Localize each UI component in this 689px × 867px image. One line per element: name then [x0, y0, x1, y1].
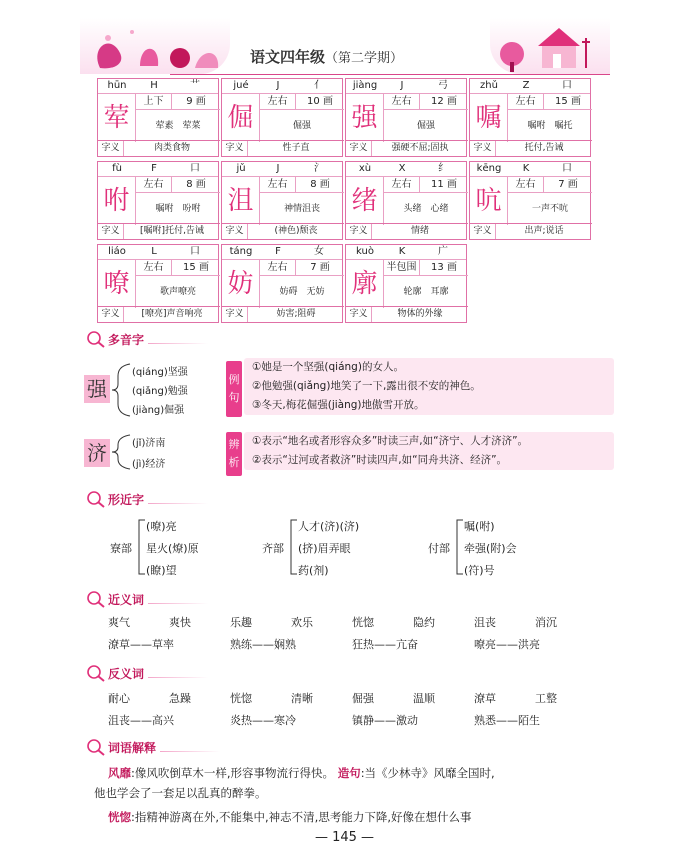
- section-similar-header: [86, 490, 208, 508]
- meaning-row: [470, 223, 592, 239]
- structure: 半包围: [384, 260, 420, 275]
- index-letter: X: [398, 163, 406, 174]
- index-letter: J: [276, 163, 280, 174]
- meaning: [嘱咐]托付,告诫: [140, 226, 204, 236]
- card-body: [470, 94, 592, 142]
- similar-word: (挤)眉弄眼: [298, 542, 351, 555]
- stroke-count: 15 画: [183, 262, 209, 273]
- example-sentences: [244, 358, 614, 415]
- section-title: 词语解释: [108, 740, 157, 755]
- structure-row: [384, 177, 468, 193]
- structure-row: [136, 94, 220, 110]
- character: 妨: [222, 260, 260, 308]
- word-examples: 荤素 荤菜: [155, 121, 201, 131]
- similar-group-head: 齐部: [262, 542, 284, 555]
- word: 工整: [535, 692, 557, 705]
- stroke-count: 7 画: [310, 262, 330, 273]
- similar-word: 星火(燎)原: [146, 542, 199, 555]
- character: 强: [346, 94, 384, 142]
- polyphone-char-box: 强: [84, 375, 110, 403]
- word-examples: 嘱咐 吩咐: [155, 204, 201, 214]
- pinyin: jǔ: [236, 163, 246, 174]
- section-polyphone-header: [86, 330, 208, 348]
- word: 清晰: [291, 692, 313, 705]
- antonym-pair-row: [108, 712, 596, 728]
- meaning: 强硬不屈;固执: [391, 143, 449, 153]
- meaning-label: 字义: [470, 141, 496, 156]
- bracket-icon: [454, 518, 464, 576]
- pinyin: táng: [229, 246, 253, 257]
- word: 乐趣: [230, 616, 252, 629]
- character: 嘹: [98, 260, 136, 308]
- char-card: [97, 161, 219, 240]
- tag-char: 句: [228, 391, 240, 404]
- character: 绪: [346, 177, 384, 225]
- header-divider: [170, 74, 610, 75]
- structure: 左右: [260, 94, 296, 109]
- meaning-label: 字义: [470, 224, 496, 239]
- char-card: [221, 244, 343, 323]
- keyword: 恍惚: [108, 810, 131, 824]
- tag-char: 析: [228, 456, 240, 469]
- index-letter: K: [522, 163, 530, 174]
- radical: 亻: [314, 80, 324, 91]
- word: 镇静——激动: [352, 714, 418, 727]
- radical: 口: [190, 246, 200, 257]
- card-header: [222, 162, 342, 177]
- card-header: [98, 162, 218, 177]
- meaning: 出声;说话: [524, 226, 564, 236]
- character: 荤: [98, 94, 136, 142]
- similar-word: (符)号: [464, 564, 495, 577]
- char-card: [97, 78, 219, 157]
- card-header: [222, 79, 342, 94]
- word-examples: 歌声嘹亮: [159, 287, 196, 297]
- word-examples: 一声不吭: [531, 204, 568, 214]
- char-card: [345, 161, 467, 240]
- structure: 左右: [260, 177, 296, 192]
- meaning-label: 字义: [222, 141, 248, 156]
- word: 嘹亮——洪亮: [474, 638, 540, 651]
- structure: 左右: [260, 260, 296, 275]
- stroke-count: 15 画: [555, 96, 581, 107]
- word: 耐心: [108, 692, 130, 705]
- char-card: [469, 161, 591, 240]
- section-title: 形近字: [108, 492, 145, 507]
- character: 嘱: [470, 94, 508, 142]
- radical: 女: [314, 246, 324, 257]
- card-body: [346, 260, 468, 308]
- magnifier-icon: [86, 664, 106, 682]
- header-decoration-right: [490, 18, 610, 74]
- word: 倔强: [352, 692, 374, 705]
- meaning-label: 字义: [222, 224, 248, 239]
- structure-row: [508, 94, 592, 110]
- word-examples: 神情沮丧: [283, 204, 320, 214]
- page-number: — 145 —: [314, 830, 375, 845]
- character: 沮: [222, 177, 260, 225]
- similar-word: 药(剂): [298, 564, 329, 577]
- radical: 弓: [438, 80, 448, 91]
- definition: :指精神游离在外,不能集中,神志不清,思考能力下降,好像在想什么事: [131, 810, 472, 824]
- section-underline: [148, 603, 208, 604]
- card-body: [222, 94, 344, 142]
- structure: 左右: [384, 177, 420, 192]
- word: 隐约: [413, 616, 435, 629]
- magnifier-icon: [86, 330, 106, 348]
- word: 狂热——亢奋: [352, 638, 418, 651]
- char-card: [345, 244, 467, 323]
- meaning-label: 字义: [98, 307, 124, 322]
- structure: 上下: [136, 94, 172, 109]
- explanation-item: [108, 808, 608, 827]
- radical: 口: [190, 163, 200, 174]
- meaning-row: [222, 223, 344, 239]
- meaning: 物体的外缘: [397, 309, 443, 319]
- meaning-label: 字义: [98, 224, 124, 239]
- word-examples: 倔强: [416, 121, 435, 131]
- section-antonyms-header: [86, 664, 208, 682]
- section-title: 反义词: [108, 666, 145, 681]
- structure-row: [260, 177, 344, 193]
- meaning: 性子直: [282, 143, 310, 153]
- meaning: 肉类食物: [153, 143, 190, 153]
- index-letter: Z: [522, 80, 530, 91]
- polyphone-option: (qiǎng)勉强: [132, 386, 188, 397]
- word: 温顺: [413, 692, 435, 705]
- card-body: [346, 177, 468, 225]
- stroke-count: 10 画: [307, 96, 333, 107]
- example-tag: [226, 361, 242, 417]
- meaning-row: [222, 140, 344, 156]
- character: 吭: [470, 177, 508, 225]
- house-decoration-icon: [490, 18, 610, 74]
- word-examples: 嘱咐 嘱托: [527, 121, 573, 131]
- meaning-row: [98, 140, 220, 156]
- radical: 艹: [190, 80, 200, 91]
- page-header: [80, 18, 610, 76]
- radical: 口: [562, 80, 572, 91]
- word: 爽气: [108, 616, 130, 629]
- pinyin: hūn: [107, 80, 127, 91]
- structure-row: [260, 94, 344, 110]
- meaning-row: [346, 306, 468, 322]
- index-letter: H: [150, 80, 158, 91]
- similar-word: 嘱(咐): [464, 520, 495, 533]
- stroke-count: 8 画: [186, 179, 206, 190]
- radical: 广: [438, 246, 448, 257]
- magnifier-icon: [86, 738, 106, 756]
- card-body: [98, 260, 220, 308]
- example-sentence: ③冬天,梅花倔强(jiàng)地傲雪开放。: [252, 399, 425, 411]
- polyphone-option: (qiáng)坚强: [132, 367, 188, 378]
- brace-icon: [110, 433, 132, 471]
- pinyin: liáo: [108, 246, 126, 257]
- header-decoration-left: [80, 18, 230, 74]
- word: 恍惚: [352, 616, 374, 629]
- analysis-sentence: ①表示“地名或者形容众多”时读三声,如“济宁、人才济济”。: [252, 435, 529, 447]
- example-sentence: ②他勉强(qiǎng)地笑了一下,露出很不安的神色。: [252, 380, 481, 392]
- card-header: [346, 162, 466, 177]
- structure: 左右: [508, 94, 544, 109]
- meaning-row: [98, 306, 220, 322]
- pinyin: fù: [112, 163, 122, 174]
- explanation-continued: 他也学会了一套足以乱真的醉拳。: [94, 786, 267, 800]
- similar-group-head: 寮部: [110, 542, 132, 555]
- pinyin: jué: [233, 80, 249, 91]
- index-letter: J: [400, 80, 404, 91]
- section-explain-header: [86, 738, 220, 756]
- pinyin: xù: [358, 163, 372, 174]
- radical: 口: [562, 163, 572, 174]
- word: 欢乐: [291, 616, 313, 629]
- word: 沮丧——高兴: [108, 714, 174, 727]
- structure-row: [384, 94, 468, 110]
- polyphone-option: (jiàng)倔强: [132, 405, 185, 416]
- pinyin: kēng: [476, 163, 502, 174]
- section-underline: [148, 503, 208, 504]
- card-header: [346, 245, 466, 260]
- meaning-row: [222, 306, 344, 322]
- stroke-count: 13 画: [431, 262, 457, 273]
- sentence-label: 造句: [337, 766, 361, 780]
- char-card: [345, 78, 467, 157]
- card-header: [470, 162, 590, 177]
- char-card: [469, 78, 591, 157]
- bracket-icon: [288, 518, 298, 576]
- synonym-row: [108, 614, 596, 630]
- explanation-item: [108, 764, 608, 783]
- index-letter: K: [398, 246, 406, 257]
- word: 熟悉——陌生: [474, 714, 540, 727]
- pinyin: jiàng: [352, 80, 378, 91]
- section-underline: [148, 343, 208, 344]
- meaning-label: 字义: [98, 141, 124, 156]
- word: 急躁: [169, 692, 191, 705]
- similar-word: 牵强(附)会: [464, 542, 517, 555]
- stroke-count: 11 画: [431, 179, 457, 190]
- card-body: [98, 94, 220, 142]
- meaning: 托付,告诫: [524, 143, 564, 153]
- section-synonyms-header: [86, 590, 208, 608]
- character: 咐: [98, 177, 136, 225]
- index-letter: F: [275, 246, 281, 257]
- book-subtitle: （第二学期）: [325, 51, 404, 66]
- character: 倔: [222, 94, 260, 142]
- word: 熟练——娴熟: [230, 638, 296, 651]
- meaning-row: [346, 140, 468, 156]
- section-title: 多音字: [108, 332, 145, 347]
- structure-row: [136, 177, 220, 193]
- card-body: [346, 94, 468, 142]
- card-row: [97, 161, 593, 240]
- similar-word: 人才(济)(济): [298, 520, 360, 533]
- card-body: [222, 177, 344, 225]
- word-examples: 轮廓 耳廓: [403, 287, 449, 297]
- card-header: [222, 245, 342, 260]
- tag-char: 例: [228, 373, 240, 386]
- structure: 左右: [508, 177, 544, 192]
- word: 炎热——寒冷: [230, 714, 296, 727]
- card-header: [98, 79, 218, 94]
- polyphone-char-box: 济: [84, 439, 110, 467]
- stroke-count: 12 画: [431, 96, 457, 107]
- structure-row: [508, 177, 592, 193]
- tag-char: 辨: [228, 438, 240, 451]
- char-card: [97, 244, 219, 323]
- char-card: [221, 161, 343, 240]
- similar-group-head: 付部: [428, 542, 450, 555]
- structure: 左右: [136, 260, 172, 275]
- meaning-row: [98, 223, 220, 239]
- word-examples: 妨碍 无妨: [279, 287, 325, 297]
- magnifier-icon: [86, 590, 106, 608]
- meaning: 情绪: [410, 226, 429, 236]
- word: 爽快: [169, 616, 191, 629]
- analysis-tag: [226, 432, 242, 476]
- meaning-row: [346, 223, 468, 239]
- similar-word: (嘹)亮: [146, 520, 177, 533]
- antonym-row: [108, 690, 596, 706]
- card-header: [346, 79, 466, 94]
- word: 恍惚: [230, 692, 252, 705]
- word: 消沉: [535, 616, 557, 629]
- structure-row: [384, 260, 468, 276]
- structure-row: [136, 260, 220, 276]
- magnifier-icon: [86, 490, 106, 508]
- word: 潦草——草率: [108, 638, 174, 651]
- word: 沮丧: [474, 616, 496, 629]
- structure: 左右: [136, 177, 172, 192]
- meaning-label: 字义: [346, 307, 372, 322]
- word: 潦草: [474, 692, 496, 705]
- keyword: 风靡: [108, 766, 131, 780]
- card-body: [222, 260, 344, 308]
- meaning: (神色)颓丧: [274, 226, 318, 236]
- stroke-count: 7 画: [558, 179, 578, 190]
- section-title: 近义词: [108, 592, 145, 607]
- synonym-pair-row: [108, 636, 596, 652]
- analysis-sentence: ②表示“过河或者救济”时读四声,如“同舟共济、经济”。: [252, 454, 508, 466]
- card-body: [470, 177, 592, 225]
- card-row: [97, 78, 593, 157]
- card-body: [98, 177, 220, 225]
- pinyin: zhǔ: [480, 80, 498, 91]
- word-examples: 倔强: [292, 121, 311, 131]
- pinyin: kuò: [356, 246, 374, 257]
- stroke-count: 8 画: [310, 179, 330, 190]
- book-title: 语文四年级: [250, 48, 326, 66]
- section-underline: [148, 677, 208, 678]
- character-card-grid: [97, 78, 593, 327]
- definition: :像风吹倒草木一样,形容事物流行得快。: [131, 766, 335, 780]
- structure: 左右: [384, 94, 420, 109]
- char-card: [221, 78, 343, 157]
- meaning-label: 字义: [346, 141, 372, 156]
- brace-icon: [110, 362, 132, 418]
- meaning-row: [470, 140, 592, 156]
- polyphone-option: (jì)经济: [132, 459, 166, 470]
- character: 廓: [346, 260, 384, 308]
- radical: 氵: [314, 163, 324, 174]
- section-underline: [160, 751, 220, 752]
- index-letter: L: [151, 246, 157, 257]
- card-header: [470, 79, 590, 94]
- example-sentence: ①她是一个坚强(qiáng)的女人。: [252, 361, 404, 373]
- meaning: [嘹亮]声音响亮: [141, 309, 203, 319]
- index-letter: J: [276, 80, 280, 91]
- meaning-label: 字义: [222, 307, 248, 322]
- stroke-count: 9 画: [186, 96, 206, 107]
- polyphone-option: (jǐ)济南: [132, 438, 166, 449]
- page-title: [250, 46, 403, 67]
- index-letter: F: [151, 163, 157, 174]
- radical: 纟: [438, 163, 448, 174]
- structure-row: [260, 260, 344, 276]
- card-header: [98, 245, 218, 260]
- bracket-icon: [136, 518, 146, 576]
- word-examples: 头绪 心绪: [403, 204, 449, 214]
- meaning: 妨害;阻碍: [276, 309, 316, 319]
- analysis-sentences: [244, 432, 614, 470]
- example-sentence: :当《少林寺》风靡全国时,: [360, 766, 495, 780]
- meaning-label: 字义: [346, 224, 372, 239]
- similar-word: (瞭)望: [146, 564, 177, 577]
- card-row: [97, 244, 593, 323]
- leaf-decoration-icon: [80, 18, 230, 74]
